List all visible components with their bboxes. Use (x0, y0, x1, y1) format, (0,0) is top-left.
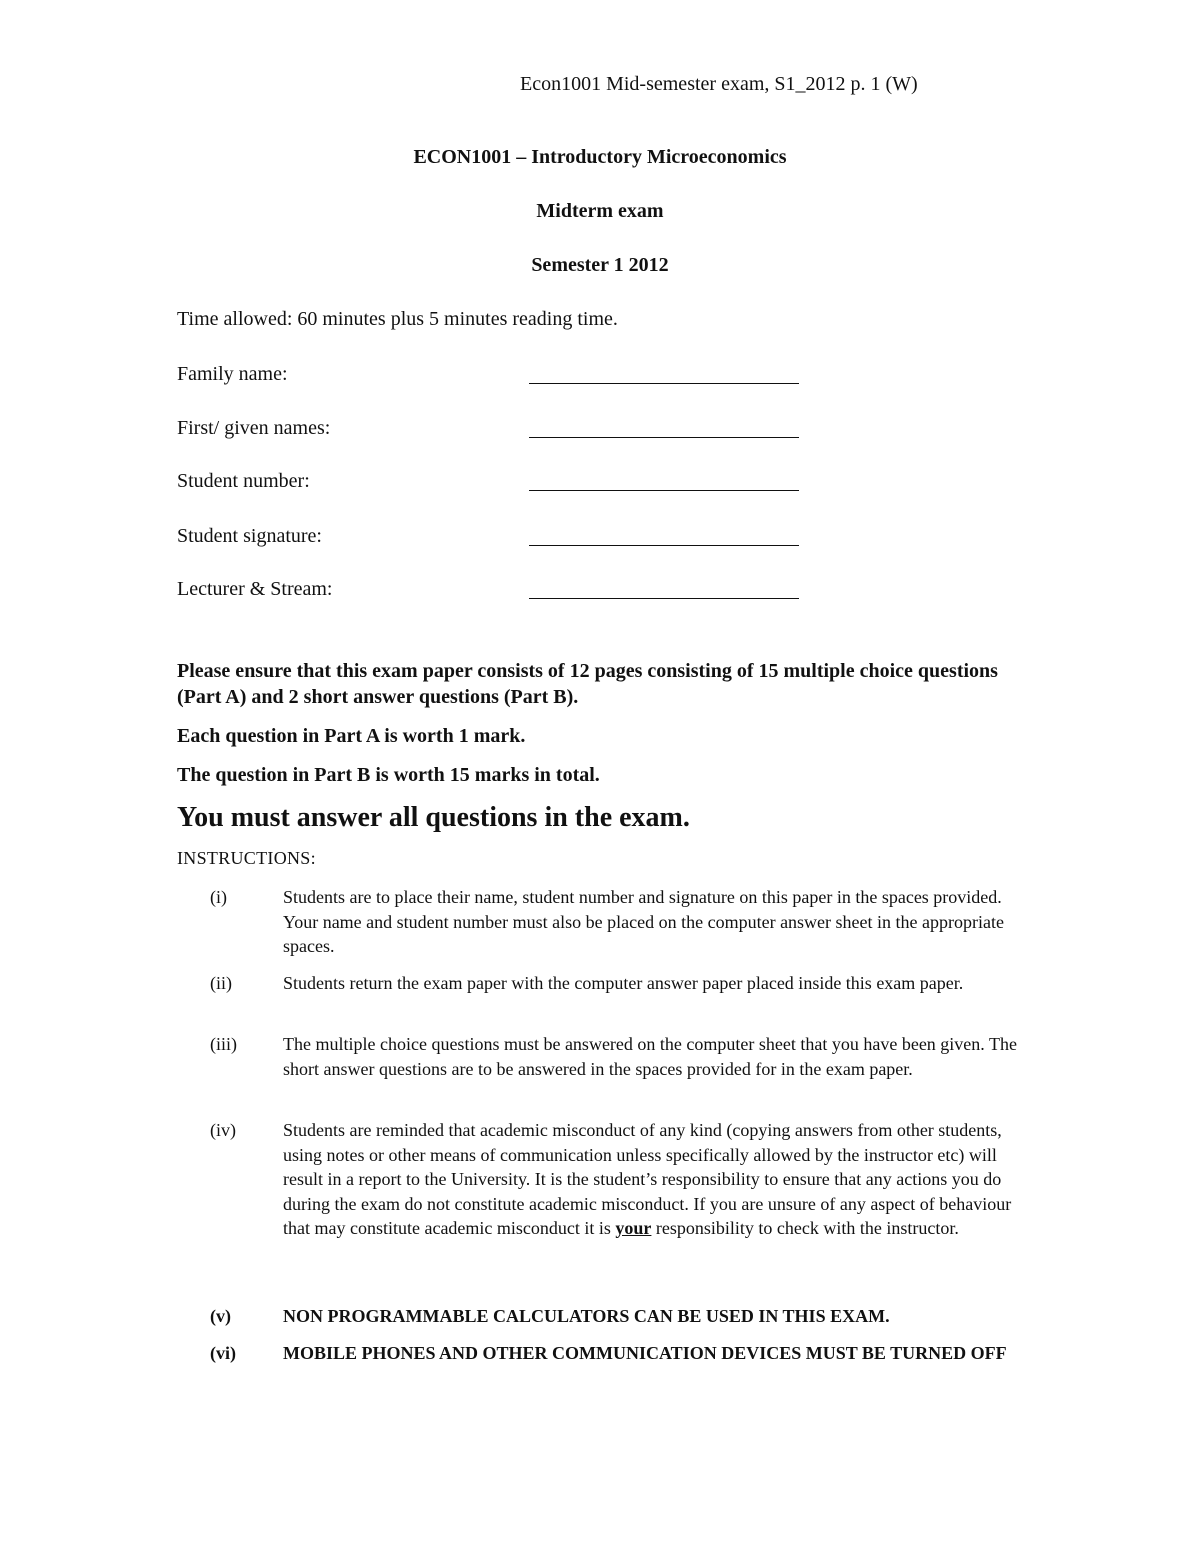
student-signature-field[interactable] (177, 525, 817, 553)
given-names-field[interactable] (177, 417, 817, 445)
family-name-line[interactable] (529, 383, 799, 384)
instruction-number: (i) (210, 887, 227, 907)
student-number-line[interactable] (529, 490, 799, 491)
instruction-item (210, 1118, 1030, 1293)
instruction-text: The multiple choice questions must be answered on the computer sheet that you have been given. The short answer questions are to be answered in the spaces provided for in the exam paper. (283, 1034, 1017, 1079)
instruction-number: (ii) (210, 973, 232, 993)
time-allowed: Time allowed: 60 minutes plus 5 minutes reading time. (177, 308, 618, 330)
instruction-text: Students are to place their name, student number and signature on this paper in the spaces provided. Your name and student number must also be placed on the computer answer sheet in the appropriate spaces. (283, 887, 1004, 956)
semester-title: Semester 1 2012 (531, 254, 669, 276)
instructions-heading: INSTRUCTIONS: (177, 848, 316, 868)
instruction-text: MOBILE PHONES AND OTHER COMMUNICATION DEVICES MUST BE TURNED OFF (283, 1343, 1007, 1363)
instruction-item (210, 1304, 1030, 1330)
part-b-marks: The question in Part B is worth 15 marks in total. (177, 764, 600, 786)
family-name-label: Family name: (177, 363, 288, 385)
instruction-emphasis: your (615, 1218, 652, 1238)
student-signature-label: Student signature: (177, 525, 322, 547)
page-count-notice: Please ensure that this exam paper consists of 12 pages consisting of 15 multiple choice questions (Part A) and 2 short answer questions (Part B). (177, 660, 998, 708)
instruction-text-part: responsibility to check with the instructor. (651, 1218, 959, 1238)
instruction-item (210, 971, 1030, 1021)
student-number-field[interactable] (177, 470, 817, 498)
instruction-number: (vi) (210, 1343, 236, 1363)
instruction-item (210, 885, 1030, 960)
given-names-label: First/ given names: (177, 417, 331, 439)
instruction-text: NON PROGRAMMABLE CALCULATORS CAN BE USED IN THIS EXAM. (283, 1306, 890, 1326)
instruction-number: (iv) (210, 1120, 236, 1140)
must-answer-notice: You must answer all questions in the exam. (177, 802, 690, 833)
instruction-number: (iii) (210, 1034, 237, 1054)
exam-title: Midterm exam (536, 200, 664, 222)
instruction-item (210, 1032, 1030, 1107)
lecturer-stream-field[interactable] (177, 578, 817, 606)
course-title: ECON1001 – Introductory Microeconomics (413, 146, 787, 168)
running-head: Econ1001 Mid-semester exam, S1_2012 p. 1 (W) (520, 73, 918, 95)
instruction-text (283, 1118, 1028, 1241)
family-name-field[interactable] (177, 363, 817, 391)
instruction-text-part: Students are reminded that academic misconduct of any kind (copying answers from other students, using notes or other means of communication unless specifically allowed by the instructor etc) will result in a report to the University. It is the student’s responsibility to ensure that any actions you do during the exam do not constitute academic misconduct. If you are unsure of any aspect of behaviour that may constitute academic misconduct it is (283, 1120, 1012, 1238)
instruction-number: (v) (210, 1306, 231, 1326)
student-signature-line[interactable] (529, 545, 799, 546)
student-number-label: Student number: (177, 470, 310, 492)
lecturer-stream-label: Lecturer & Stream: (177, 578, 333, 600)
instruction-text: Students return the exam paper with the computer answer paper placed inside this exam paper. (283, 973, 964, 993)
lecturer-stream-line[interactable] (529, 598, 799, 599)
given-names-line[interactable] (529, 437, 799, 438)
instruction-item (210, 1341, 1030, 1391)
part-a-marks: Each question in Part A is worth 1 mark. (177, 725, 526, 747)
